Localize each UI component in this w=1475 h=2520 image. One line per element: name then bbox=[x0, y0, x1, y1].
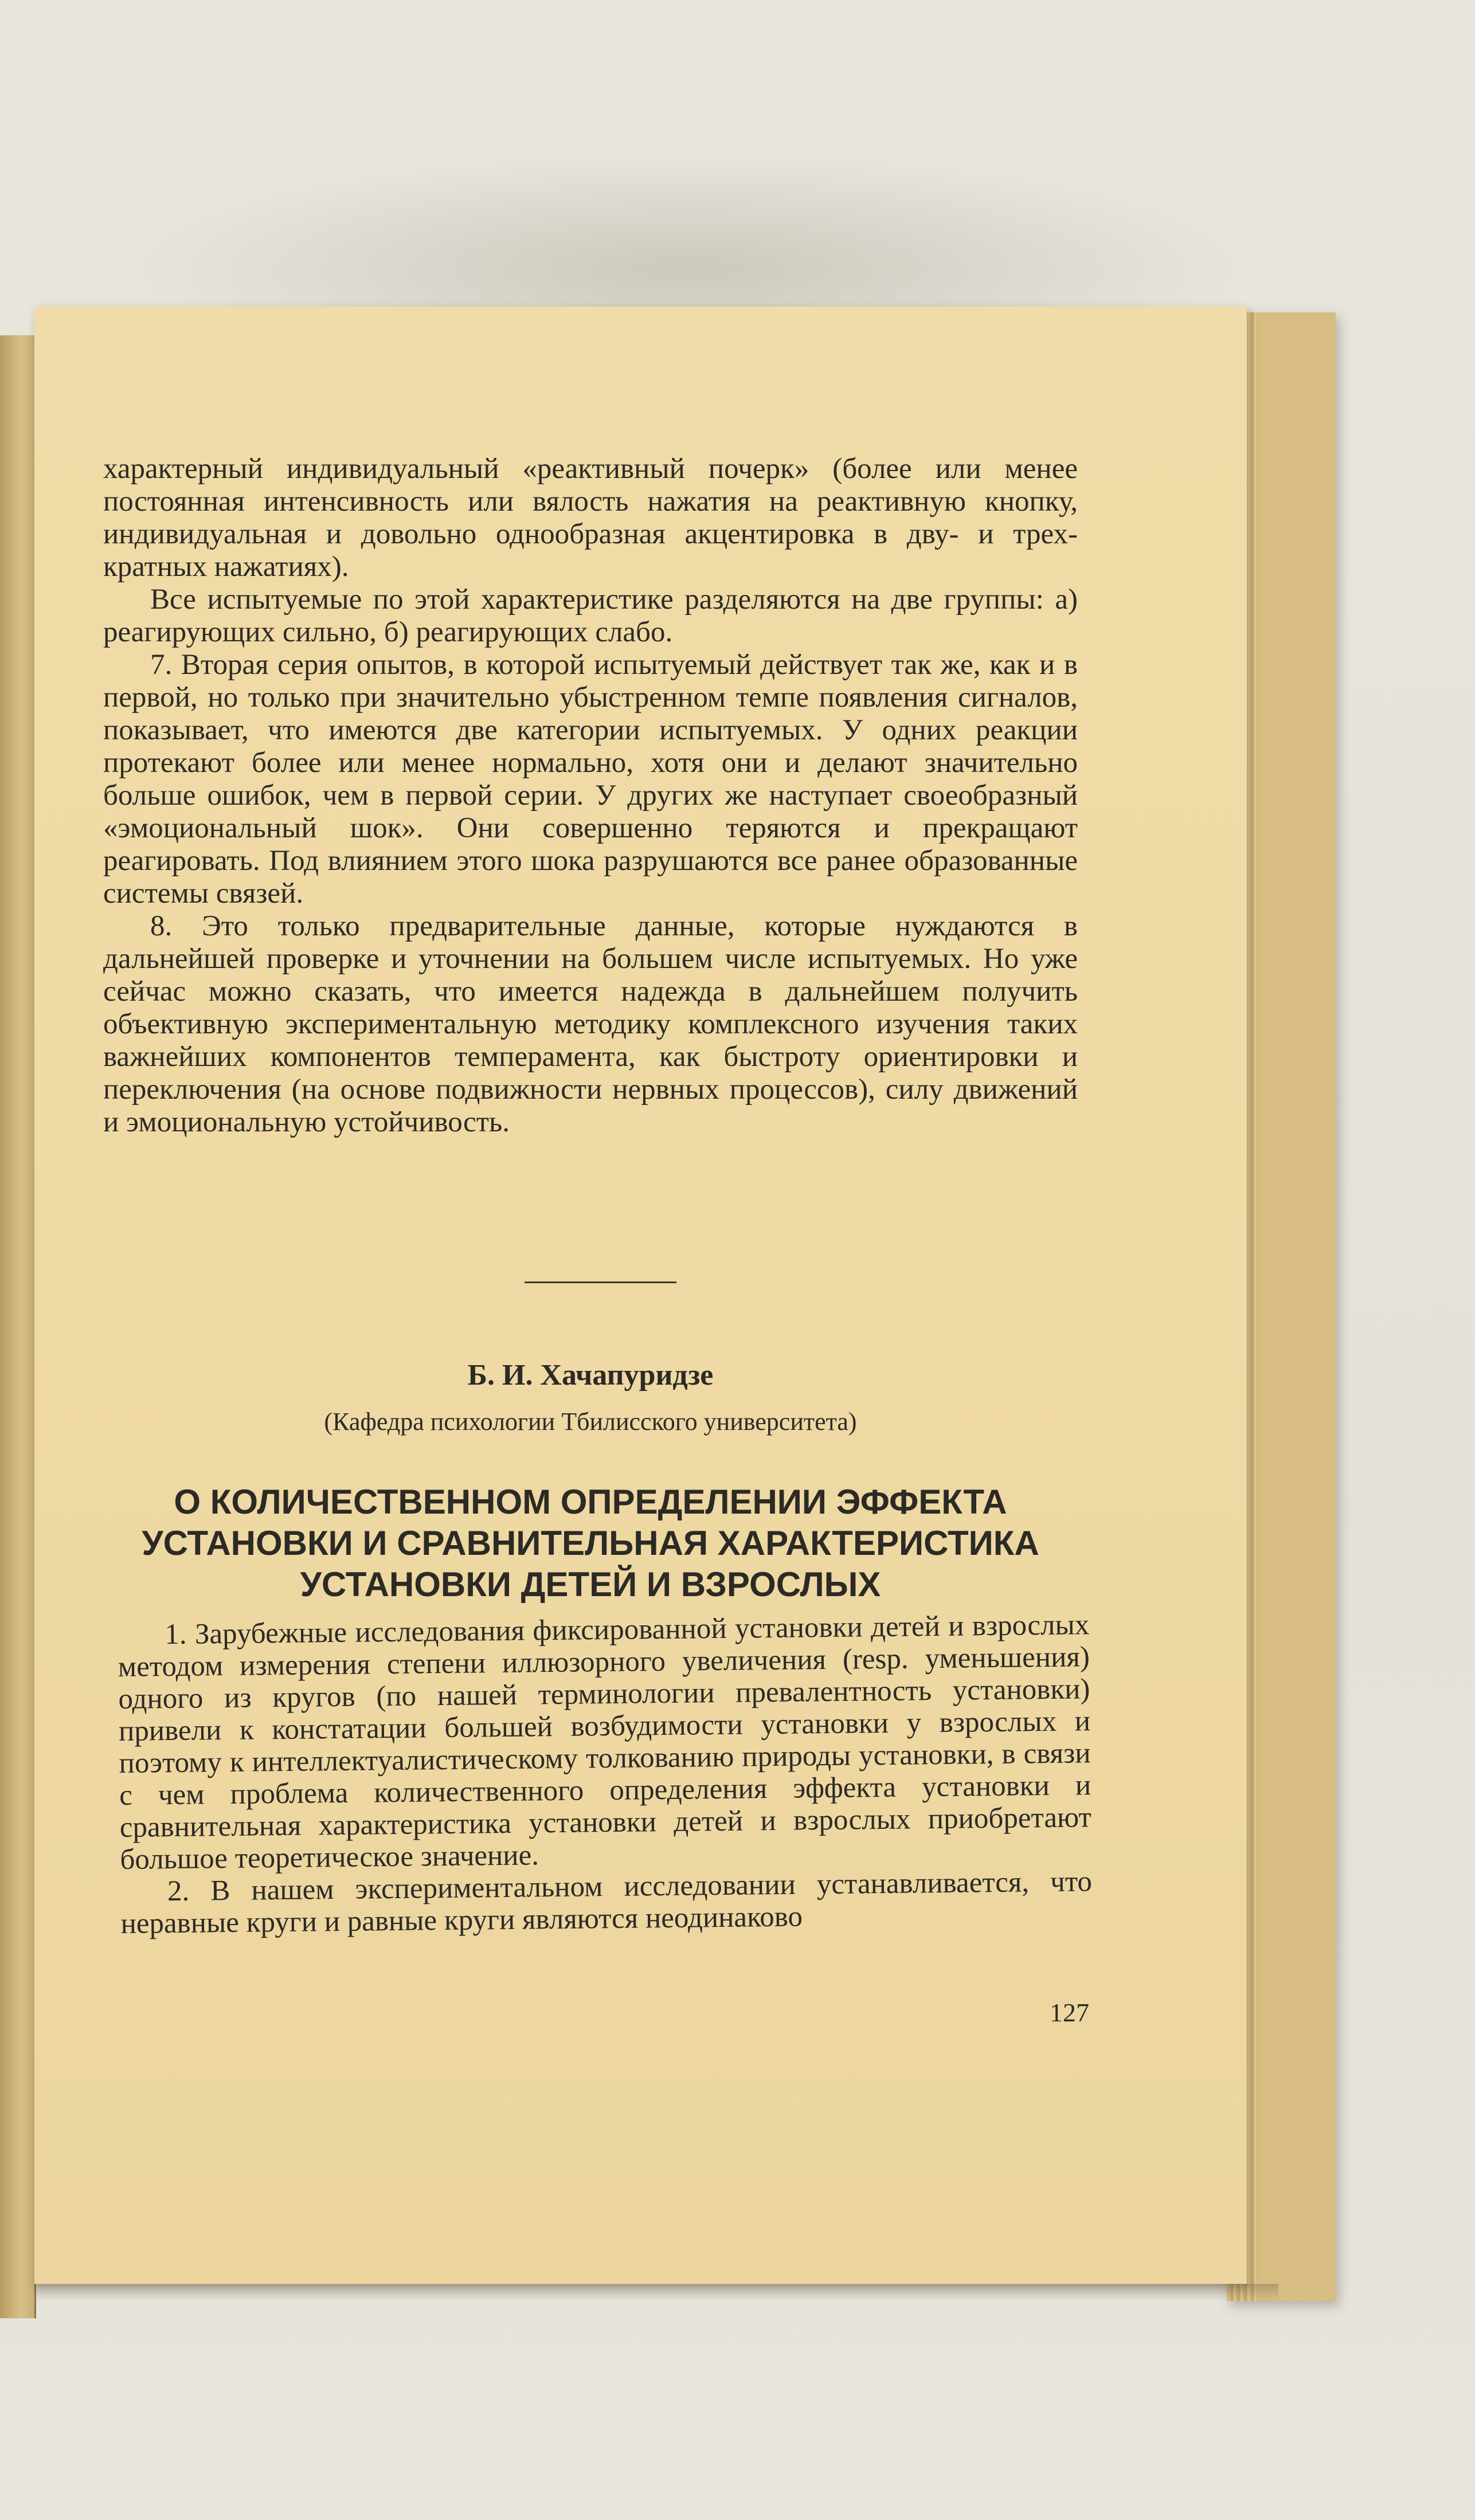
continued-text-column bbox=[103, 453, 1078, 1139]
paragraph-experimental-study: 2. В нашем экспериментальном исследовании устанавливается, что неравные круги и равные круги являются неодинаково bbox=[120, 1865, 1093, 1940]
page-bottom-shadow bbox=[34, 2284, 1278, 2301]
article-body bbox=[118, 1609, 1093, 1940]
paragraph-foreign-studies: 1. Зарубежные исследования фиксированной установки детей и взрослых методом измерения степени иллюзорного увеличения (resp. уменьшения) одного из кругов (по нашей терминологии превалентность установки) привели к констатации большей возбудимости установки у взрослых и поэтому к интеллектуалистическому толкованию природы установки, в связи с чем проблема количественного определения эффекта установки и сравнительная характеристика установки детей и взрослых приобретают большое теоретическое значение. bbox=[118, 1609, 1092, 1876]
page-number: 127 bbox=[1050, 1998, 1089, 2027]
title-line: УСТАНОВКИ ДЕТЕЙ И ВЗРОСЛЫХ bbox=[300, 1565, 881, 1604]
paragraph-second-series: 7. Вторая серия опытов, в которой испытуемый действует так же, как и в первой, но только при значительно убыстренном темпе появления сигналов, показывает, что имеются две категории испытуемых. У одних реакции протекают более или менее нормально, хотя они и делают значительно больше ошибок, чем в первой серии. У других же наступает своеобразный «эмоциональный шок». Они совершенно теряются и прекращают реагировать. Под влиянием этого шока разрушаются все ранее образованные системы связей. bbox=[103, 649, 1078, 910]
article-author: Б. И. Хачапуридзе bbox=[467, 1359, 714, 1392]
paragraph-two-groups: Все испытуемые по этой характеристике разделяются на две группы: а) реагирующих сильно, б) реагирующих слабо. bbox=[103, 583, 1078, 648]
paragraph-reactive-handwriting: характерный индивидуальный «реактивный почерк» (более или менее постоянная интенсивность или вялость нажатия на реактивную кнопку, индивидуальная и довольно однообразная акцентировка в дву- и трех-кратных нажатиях). bbox=[103, 453, 1078, 583]
title-line: УСТАНОВКИ И СРАВНИТЕЛЬНАЯ ХАРАКТЕРИСТИКА bbox=[142, 1524, 1039, 1562]
paragraph-preliminary-data: 8. Это только предварительные данные, которые нуждаются в дальнейшей проверке и уточнении на большем числе испытуемых. Но уже сейчас можно сказать, что имеется надежда в дальнейшем получить объективную экспериментальную методику комплексного изучения таких важнейших компонентов темперамента, как быстроту ориентировки и переключения (на основе подвижности нервных процессов), силу движений и эмоциональную устойчивость. bbox=[103, 910, 1078, 1138]
article-title bbox=[103, 1482, 1078, 1605]
article-affiliation: (Кафедра психологии Тбилисского университета) bbox=[324, 1408, 857, 1436]
section-divider bbox=[525, 1281, 676, 1283]
left-page-edge bbox=[0, 335, 36, 2318]
title-line: О КОЛИЧЕСТВЕННОМ ОПРЕДЕЛЕНИИ ЭФФЕКТА bbox=[174, 1483, 1007, 1521]
page-leaf bbox=[1251, 312, 1255, 2301]
